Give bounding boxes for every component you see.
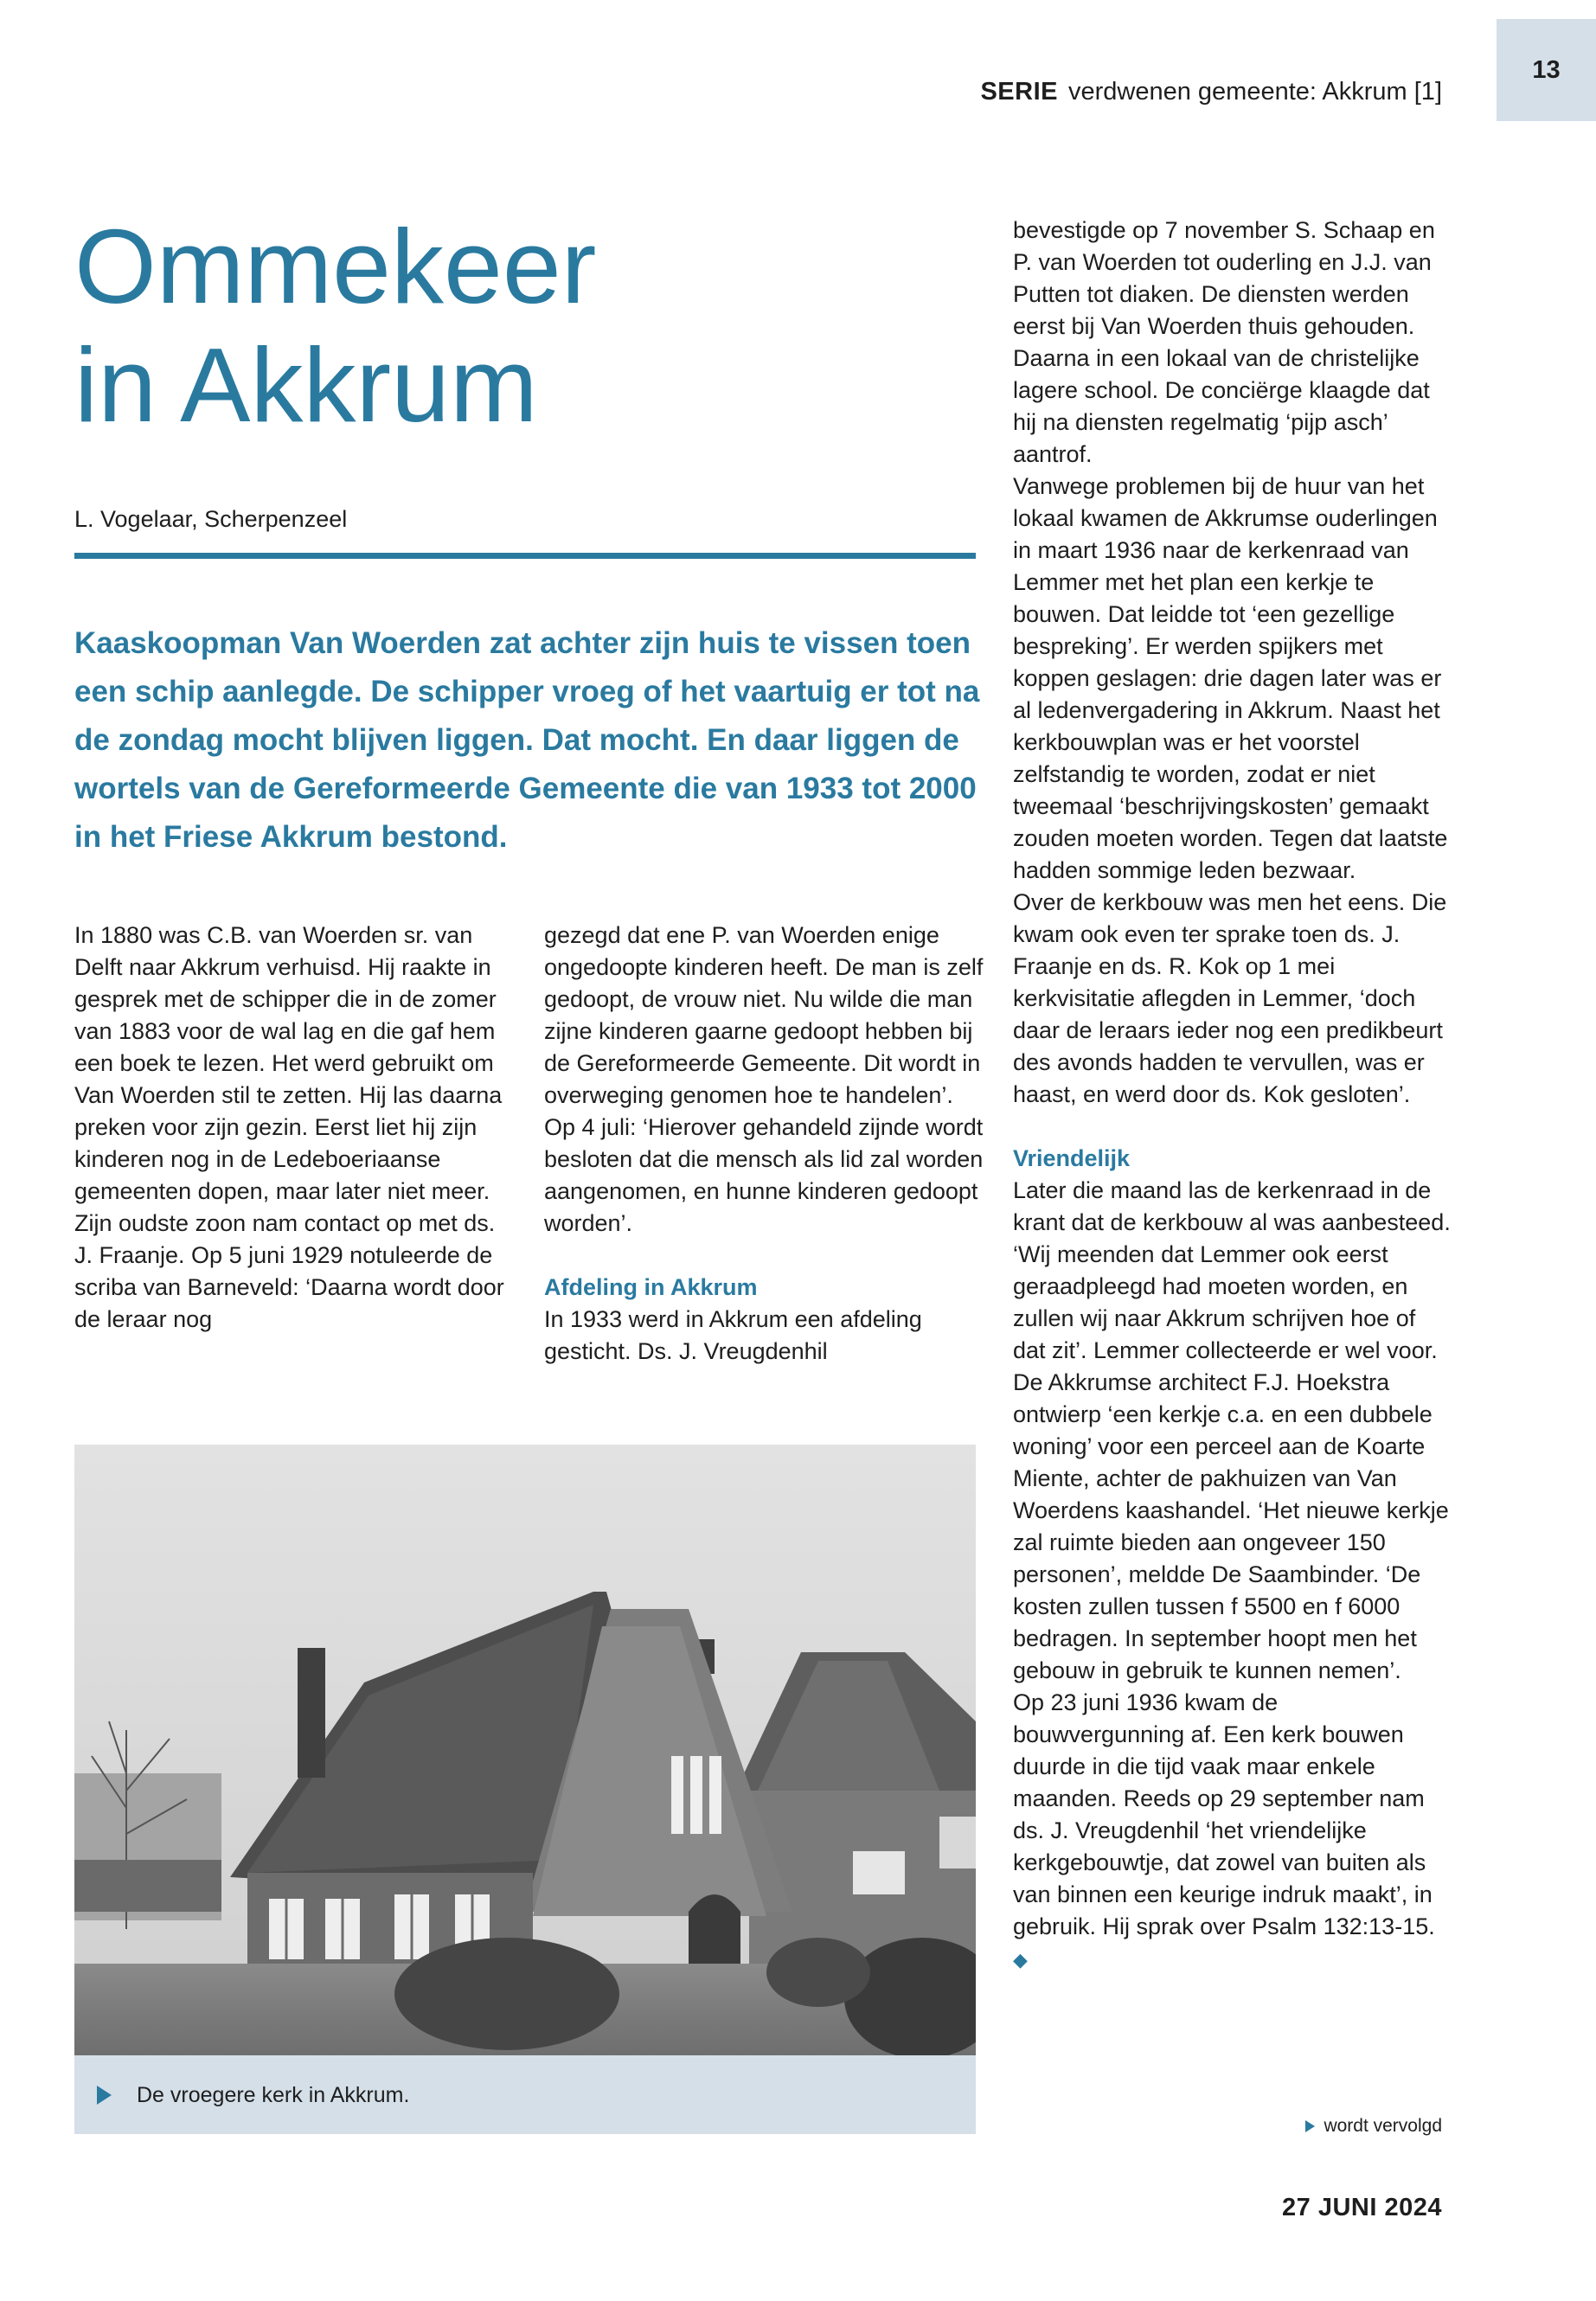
subheading-afdeling: Afdeling in Akkrum xyxy=(544,1274,758,1300)
title-line-2: in Akkrum xyxy=(74,326,538,444)
col3-paragraph-6 xyxy=(1013,1687,1454,1976)
section-label: SERIE xyxy=(980,78,1058,106)
caption-arrow-icon xyxy=(97,2086,112,2105)
subheading-vriendelijk: Vriendelijk xyxy=(1013,1145,1131,1171)
running-header xyxy=(980,78,1442,106)
col3-paragraph-3: Over de kerkbouw was men het eens. Die kwam ook even ter sprake toen ds. J. Fraanje en ds. R. Kok op 1 mei kerkvisitatie aflegden in Lemmer, ‘doch daar de leraars ieder nog een predikbeurt des avonds hadden te vervullen, was er haast, en werd door ds. Kok gesloten’. xyxy=(1013,889,1447,1107)
lead-paragraph: Kaaskoopman Van Woerden zat achter zijn huis te vissen toen een schip aanlegde. De schipper vroeg of het vaartuig er tot na de zondag mocht blijven liggen. Dat mocht. En daar liggen de wortels van de Gereformeerde Gemeente die van 1933 tot 2000 in het Friese Akkrum bestond. xyxy=(74,626,980,854)
continued-text: wordt vervolgd xyxy=(1324,2116,1442,2136)
title-divider xyxy=(74,553,976,559)
col3-paragraph-6-text: Op 23 juni 1936 kwam de bouwvergunning af. Een kerk bouwen duurde in die tijd vaak maar enkele maanden. Reeds op 29 september nam ds. J. Vreugdenhil ‘het vriendelijke kerkgebouwtje, dat zowel van buiten als van binnen een keurige indruk maakt’, in gebruik. Hij sprak over Psalm 132:13-15. xyxy=(1013,1689,1435,1939)
author-byline: L. Vogelaar, Scherpenzeel xyxy=(74,506,348,532)
col1-paragraph-2: Zijn oudste zoon nam contact op met ds. J. Fraanje. Op 5 juni 1929 notuleerde de scriba van Barneveld: ‘Daarna wordt door de leraar nog xyxy=(74,1210,504,1332)
col3-paragraph-1: bevestigde op 7 november S. Schaap en P. van Woerden tot ouderling en J.J. van Putten tot diaken. De diensten werden eerst bij Van Woerden thuis gehouden. Daarna in een lokaal van de christelijke lagere school. De conciërge klaagde dat hij na diensten regelmatig ‘pijp asch’ aantrof. xyxy=(1013,217,1435,467)
title-line-1: Ommekeer xyxy=(74,208,597,325)
article-title xyxy=(74,208,948,445)
issue-date: 27 JUNI 2024 xyxy=(1282,2194,1442,2221)
continued-arrow-icon xyxy=(1305,2120,1315,2132)
page-number-tab xyxy=(1497,19,1596,121)
col2-paragraph-2: In 1933 werd in Akkrum een afdeling gesticht. Ds. J. Vreugdenhil xyxy=(544,1306,922,1364)
col3-paragraph-2: Vanwege problemen bij de huur van het lokaal kwamen de Akkrumse ouderlingen in maart 1936 naar de kerkenraad van Lemmer met het plan een kerkje te bouwen. Dat leidde tot ‘een gezellige bespreking’. Er werden spijkers met koppen geslagen: drie dagen later was er al ledenvergadering in Akkrum. Naast het kerkbouwplan was er het voorstel zelfstandig te worden, zodat er niet tweemaal ‘beschrijvingskosten’ gemaakt zouden moeten worden. Tegen dat laatste hadden sommige leden bezwaar. xyxy=(1013,473,1448,883)
col1-paragraph-1: In 1880 was C.B. van Woerden sr. van Delft naar Akkrum verhuisd. Hij raakte in gesprek met de schipper die in de zomer van 1883 voor de wal lag en die gaf hem een boek te lezen. Het werd gebruikt om Van Woerden stil te zetten. Hij las daarna preken voor zijn gezin. Eerst liet hij zijn kinderen nog in de Ledeboeriaanse gemeenten dopen, maar later niet meer. xyxy=(74,922,503,1204)
column-2 xyxy=(544,920,985,1368)
church-photo-illustration xyxy=(74,1445,976,2055)
photo-caption: De vroegere kerk in Akkrum. xyxy=(137,2083,410,2107)
col3-paragraph-5: De Akkrumse architect F.J. Hoekstra ontwierp ‘een kerkje c.a. en een dubbele woning’ voor een perceel aan de Koarte Miente, achter de pakhuizen van Van Woerdens kaashandel. ‘Het nieuwe kerkje zal ruimte bieden aan ongeveer 150 personen’, meldde De Saambinder. ‘De kosten zullen tussen f 5500 en f 6000 bedragen. In september hoopt men het gebouw in gebruik te kunnen nemen’. xyxy=(1013,1369,1449,1683)
end-mark-icon: ◆ xyxy=(1013,1949,1028,1971)
church-photo xyxy=(74,1445,976,2055)
column-1 xyxy=(74,920,516,1336)
page-number: 13 xyxy=(1532,55,1561,84)
continued-note xyxy=(1305,2116,1442,2137)
col3-paragraph-4: Later die maand las de kerkenraad in de krant dat de kerkbouw al was aanbesteed. ‘Wij meenden dat Lemmer ook eerst geraadpleegd had moeten worden, en zullen wij naar Akkrum schrijven hoe of dat zit’. Lemmer collecteerde er wel voor. xyxy=(1013,1177,1451,1363)
column-3 xyxy=(1013,215,1454,1976)
col2-paragraph-1: gezegd dat ene P. van Woerden enige ongedoopte kinderen heeft. De man is zelf gedoopt, de vrouw niet. Nu wilde die man zijne kinderen gaarne gedoopt hebben bij de Gereformeerde Gemeente. Dit wordt in overweging genomen hoe te handelen’. Op 4 juli: ‘Hierover gehandeld zijnde wordt besloten dat die mensch als lid zal worden aangenomen, en hunne kinderen gedoopt worden’. xyxy=(544,922,984,1236)
series-title: verdwenen gemeente: Akkrum [1] xyxy=(1067,78,1442,106)
